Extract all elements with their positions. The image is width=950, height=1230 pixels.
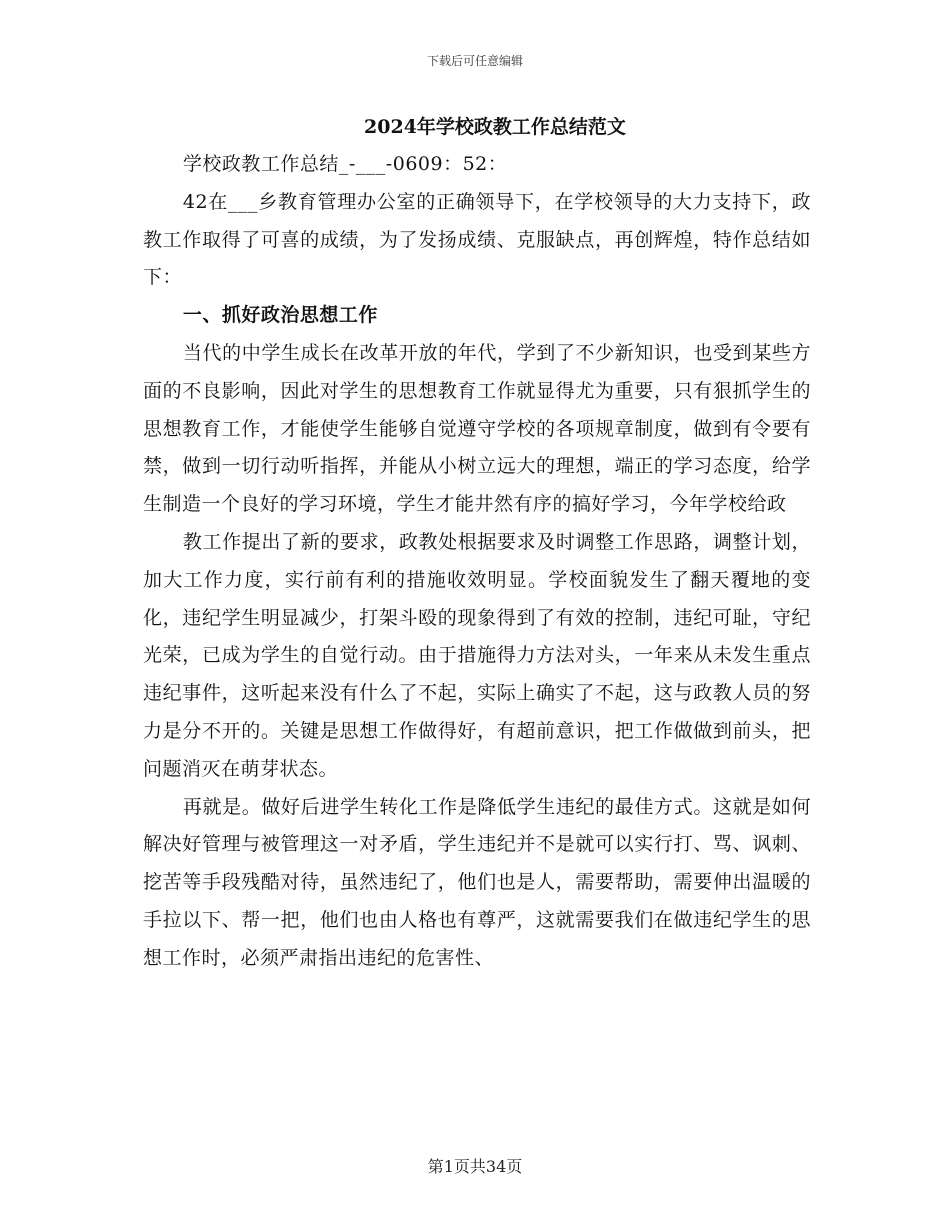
paragraph: 学校政教工作总结_-___-0609：52： (182, 153, 508, 175)
document-title: 2024年学校政教工作总结范文 (364, 116, 626, 138)
paragraph: 再就是。做好后进学生转化工作是降低学生违纪的最佳方式。这就是如何解决好管理与被管理这一对矛盾，学生违纪并不是就可以实行打、骂、讽刺、挖苦等手段残酷对待，虽然违纪了，他们也是人，需要帮助，需要伸出温暖的手拉以下、帮一把，他们也由人格也有尊严，这就需要我们在做违纪学生的思想工作时，必须严肃指出违纪的危害性、 (143, 795, 811, 969)
page-header: 下载后可任意编辑 (426, 54, 523, 68)
paragraph: 42在___乡教育管理办公室的正确领导下，在学校领导的大力支持下，政教工作取得了可喜的成绩，为了发扬成绩、克服缺点，再创辉煌，特作总结如下： (143, 190, 811, 289)
paragraph: 当代的中学生成长在改革开放的年代，学到了不少新知识，也受到某些方面的不良影响，因此对学生的思想教育工作就显得尤为重要，只有狠抓学生的思想教育工作，才能使学生能够自觉遵守学校的各项规章制度，做到有令要有禁，做到一切行动听指挥，并能从小树立远大的理想，端正的学习态度，给学生制造一个良好的学习环境，学生才能井然有序的搞好学习，今年学校给政 (143, 341, 811, 516)
document-body (143, 146, 811, 978)
section-heading: 一、抓好政治思想工作 (182, 304, 378, 327)
page-number: 第1页共34页 (427, 1157, 523, 1176)
paragraph: 教工作提出了新的要求，政教处根据要求及时调整工作思路，调整计划，加大工作力度，实行前有利的措施收效明显。学校面貌发生了翻天覆地的变化，违纪学生明显减少，打架斗殴的现象得到了有效的控制，违纪可耻，守纪光荣，已成为学生的自觉行动。由于措施得力方法对头，一年来从未发生重点违纪事件，这听起来没有什么了不起，实际上确实了不起，这与政教人员的努力是分不开的。关键是思想工作做得好，有超前意识，把工作做做到前头，把问题消灭在萌芽状态。 (143, 530, 811, 780)
